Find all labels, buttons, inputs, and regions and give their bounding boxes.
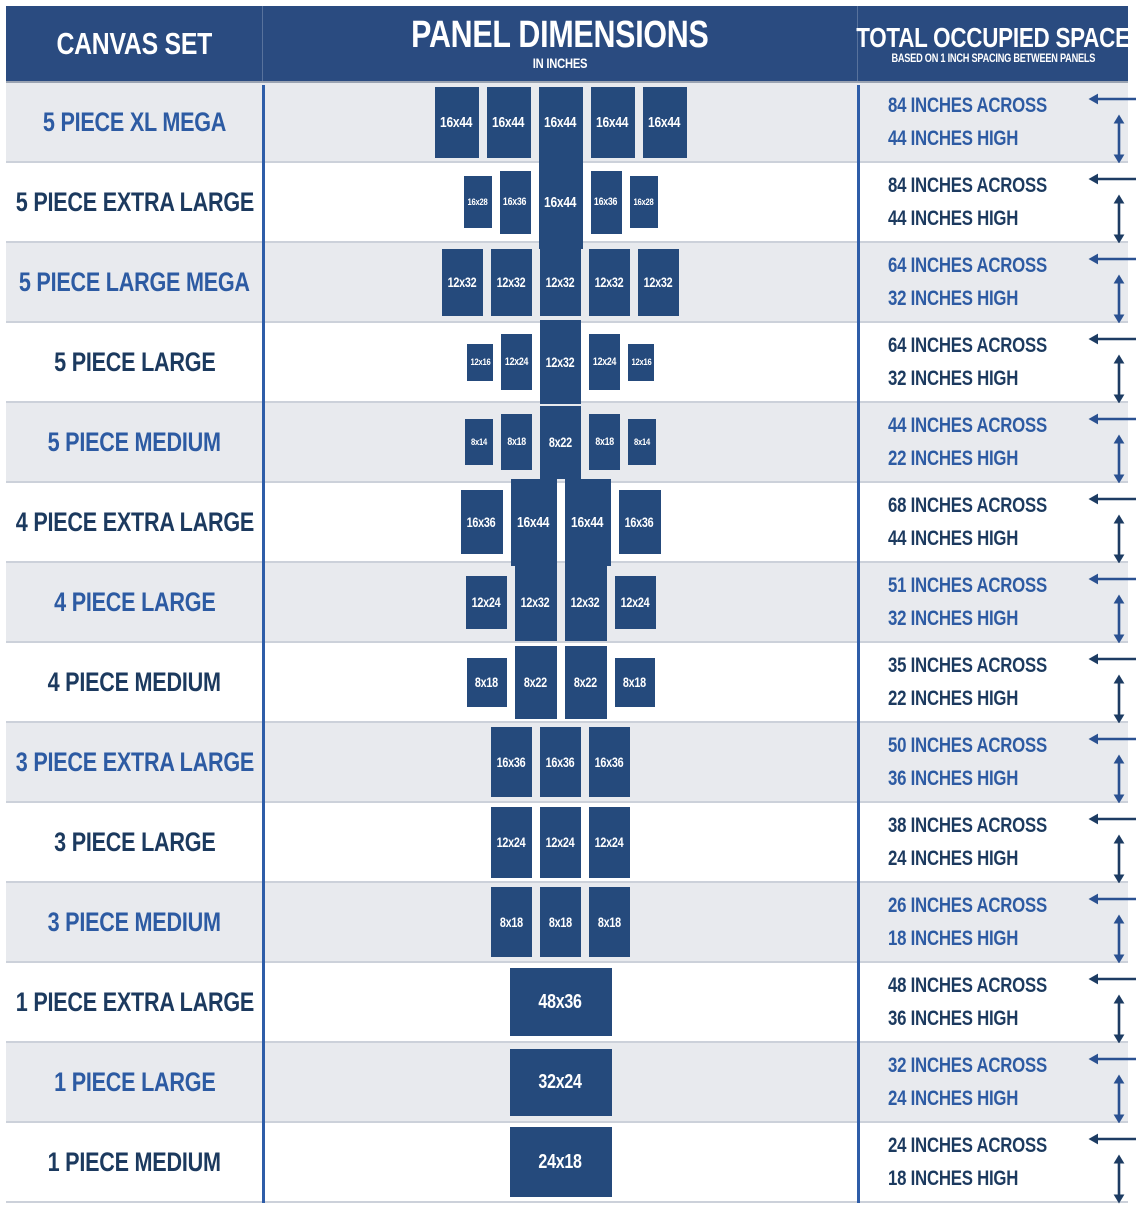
up-down-arrow-icon xyxy=(1112,513,1126,565)
table-row xyxy=(6,563,1128,643)
inches-across-label: 24 INCHES ACROSS xyxy=(888,1134,1047,1157)
panel-size-label: 16x36 xyxy=(503,196,527,208)
panel-visualization xyxy=(263,323,858,401)
occupied-space-cell xyxy=(858,1123,1128,1201)
occupied-space-text xyxy=(888,649,1087,715)
panel-visualization xyxy=(263,643,858,721)
canvas-panel xyxy=(510,1127,612,1197)
canvas-panel xyxy=(510,1049,612,1116)
panel-size-label: 16x44 xyxy=(517,513,550,531)
panel-visualization xyxy=(263,83,858,161)
canvas-panel xyxy=(540,406,581,479)
panel-size-label: 12x32 xyxy=(546,274,575,290)
canvas-panel xyxy=(589,807,630,878)
canvas-set-label: 5 PIECE LARGE xyxy=(53,346,216,377)
canvas-panel xyxy=(540,807,581,878)
canvas-set-label: 5 PIECE EXTRA LARGE xyxy=(15,186,254,217)
occupied-space-cell xyxy=(858,723,1128,801)
panel-visualization xyxy=(263,1123,858,1201)
up-down-arrow-icon xyxy=(1112,113,1126,165)
occupied-space-text xyxy=(888,1129,1087,1195)
canvas-set-label: 5 PIECE XL MEGA xyxy=(42,106,227,137)
panel-size-label: 12x24 xyxy=(471,594,501,610)
dimension-arrows xyxy=(1087,400,1136,485)
panel-size-label: 8x18 xyxy=(507,436,526,448)
inches-high-label: 32 INCHES HIGH xyxy=(888,367,1019,390)
panel-size-label: 12x32 xyxy=(644,274,673,290)
panel-size-label: 16x36 xyxy=(546,754,575,770)
header-occupied-space-subtitle: BASED ON 1 INCH SPACING BETWEEN PANELS xyxy=(891,52,1095,65)
occupied-space-cell xyxy=(858,83,1128,161)
canvas-set-label: 4 PIECE MEDIUM xyxy=(47,666,222,697)
panel-size-label: 8x18 xyxy=(499,914,524,930)
inches-across-label: 68 INCHES ACROSS xyxy=(888,494,1047,517)
occupied-space-text xyxy=(888,569,1087,635)
canvas-panel xyxy=(464,176,492,228)
header-canvas-set xyxy=(6,6,263,81)
canvas-panel xyxy=(589,334,620,390)
table-row xyxy=(6,1123,1128,1203)
canvas-set-cell xyxy=(6,483,263,561)
dimension-arrows xyxy=(1087,720,1136,805)
canvas-panel xyxy=(491,249,532,316)
panel-size-label: 12x32 xyxy=(448,274,477,290)
panel-size-label: 12x16 xyxy=(470,356,490,368)
canvas-panel xyxy=(615,576,656,629)
canvas-set-label: 5 PIECE LARGE MEGA xyxy=(19,266,250,297)
header-panel-dimensions-subtitle: IN INCHES xyxy=(532,55,588,71)
canvas-panel xyxy=(466,576,507,629)
inches-high-label: 44 INCHES HIGH xyxy=(888,127,1019,150)
canvas-panel xyxy=(491,807,532,878)
dimension-arrows xyxy=(1087,1120,1136,1205)
canvas-panel xyxy=(501,334,532,390)
canvas-set-cell xyxy=(6,643,263,721)
canvas-set-cell xyxy=(6,963,263,1041)
table-row xyxy=(6,323,1128,403)
canvas-panel xyxy=(565,563,607,641)
panel-visualization xyxy=(263,803,858,881)
up-down-arrow-icon xyxy=(1112,993,1126,1045)
panel-size-label: 12x24 xyxy=(504,356,529,368)
canvas-set-label: 1 PIECE LARGE xyxy=(53,1066,216,1097)
panel-size-label: 8x18 xyxy=(622,674,647,690)
inches-high-label: 18 INCHES HIGH xyxy=(888,927,1019,950)
header-canvas-set-label: CANVAS SET xyxy=(56,25,212,61)
table-row xyxy=(6,883,1128,963)
inches-high-label: 44 INCHES HIGH xyxy=(888,207,1019,230)
canvas-panel xyxy=(615,658,655,707)
panel-size-label: 16x36 xyxy=(497,754,526,770)
panel-size-label: 12x32 xyxy=(571,594,600,610)
canvas-set-label: 4 PIECE LARGE xyxy=(53,586,216,617)
canvas-set-cell xyxy=(6,563,263,641)
canvas-set-cell xyxy=(6,883,263,961)
inches-across-label: 84 INCHES ACROSS xyxy=(888,94,1047,117)
header-panel-dimensions-label: PANEL DIMENSIONS xyxy=(411,14,709,56)
canvas-panel xyxy=(487,87,531,158)
canvas-set-label: 5 PIECE MEDIUM xyxy=(47,426,222,457)
inches-across-label: 35 INCHES ACROSS xyxy=(888,654,1047,677)
dimension-arrows xyxy=(1087,320,1136,405)
left-right-arrow-icon xyxy=(1087,172,1136,186)
canvas-set-cell xyxy=(6,803,263,881)
canvas-panel xyxy=(539,155,583,249)
inches-across-label: 32 INCHES ACROSS xyxy=(888,1054,1047,1077)
panel-size-label: 8x22 xyxy=(523,674,548,690)
left-right-arrow-icon xyxy=(1087,92,1136,106)
panel-size-label: 16x44 xyxy=(596,113,629,131)
canvas-panel xyxy=(510,968,612,1036)
canvas-size-chart xyxy=(6,6,1128,1203)
occupied-space-text xyxy=(888,249,1087,315)
panel-size-label: 8x18 xyxy=(548,914,573,930)
canvas-panel xyxy=(539,87,583,158)
occupied-space-cell xyxy=(858,403,1128,481)
canvas-set-cell xyxy=(6,1043,263,1121)
canvas-panel xyxy=(511,479,557,566)
dimension-arrows xyxy=(1087,480,1136,565)
inches-high-label: 44 INCHES HIGH xyxy=(888,527,1019,550)
occupied-space-cell xyxy=(858,803,1128,881)
inches-high-label: 24 INCHES HIGH xyxy=(888,847,1019,870)
up-down-arrow-icon xyxy=(1112,753,1126,805)
panel-size-label: 16x44 xyxy=(571,513,604,531)
up-down-arrow-icon xyxy=(1112,353,1126,405)
canvas-panel xyxy=(442,249,483,316)
table-body xyxy=(6,83,1128,1203)
panel-size-label: 12x32 xyxy=(546,354,575,370)
canvas-panel xyxy=(540,249,581,316)
occupied-space-text xyxy=(888,969,1087,1035)
panel-size-label: 16x44 xyxy=(544,113,577,131)
occupied-space-text xyxy=(888,169,1087,235)
canvas-set-cell xyxy=(6,1123,263,1201)
header-occupied-space xyxy=(858,6,1128,81)
inches-across-label: 44 INCHES ACROSS xyxy=(888,414,1047,437)
panel-size-label: 48x36 xyxy=(538,990,583,1013)
table-row xyxy=(6,803,1128,883)
panel-size-label: 12x24 xyxy=(620,594,650,610)
table-row xyxy=(6,723,1128,803)
panel-size-label: 16x28 xyxy=(467,196,488,208)
canvas-panel xyxy=(591,87,635,158)
up-down-arrow-icon xyxy=(1112,433,1126,485)
occupied-space-cell xyxy=(858,483,1128,561)
inches-high-label: 32 INCHES HIGH xyxy=(888,607,1019,630)
inches-high-label: 36 INCHES HIGH xyxy=(888,767,1019,790)
canvas-panel xyxy=(467,658,507,707)
inches-across-label: 50 INCHES ACROSS xyxy=(888,734,1047,757)
panel-visualization xyxy=(263,963,858,1041)
up-down-arrow-icon xyxy=(1112,1073,1126,1125)
dimension-arrows xyxy=(1087,80,1136,165)
panel-size-label: 8x18 xyxy=(597,914,622,930)
occupied-space-cell xyxy=(858,163,1128,241)
occupied-space-text xyxy=(888,89,1087,155)
panel-visualization xyxy=(263,483,858,561)
inches-across-label: 64 INCHES ACROSS xyxy=(888,254,1047,277)
panel-size-label: 32x24 xyxy=(538,1070,583,1093)
dimension-arrows xyxy=(1087,800,1136,885)
canvas-panel xyxy=(467,344,493,381)
table-row xyxy=(6,243,1128,323)
panel-size-label: 8x18 xyxy=(474,674,499,690)
canvas-panel xyxy=(540,887,581,957)
panel-size-label: 16x44 xyxy=(440,113,473,131)
canvas-panel xyxy=(589,727,630,797)
left-right-arrow-icon xyxy=(1087,892,1136,906)
inches-high-label: 18 INCHES HIGH xyxy=(888,1167,1019,1190)
panel-visualization xyxy=(263,243,858,321)
dimension-arrows xyxy=(1087,880,1136,965)
inches-across-label: 26 INCHES ACROSS xyxy=(888,894,1047,917)
left-right-arrow-icon xyxy=(1087,572,1136,586)
occupied-space-cell xyxy=(858,323,1128,401)
canvas-panel xyxy=(540,320,581,404)
dimension-arrows xyxy=(1087,240,1136,325)
up-down-arrow-icon xyxy=(1112,833,1126,885)
inches-across-label: 64 INCHES ACROSS xyxy=(888,334,1047,357)
header-panel-dimensions xyxy=(263,6,858,81)
panel-size-label: 16x28 xyxy=(633,196,654,208)
panel-size-label: 16x36 xyxy=(595,754,624,770)
panel-size-label: 16x44 xyxy=(648,113,681,131)
occupied-space-text xyxy=(888,1049,1087,1115)
canvas-panel xyxy=(589,887,630,957)
canvas-panel xyxy=(628,419,656,465)
table-header xyxy=(6,6,1128,83)
panel-size-label: 12x24 xyxy=(592,356,617,368)
panel-size-label: 8x14 xyxy=(634,436,650,448)
inches-high-label: 24 INCHES HIGH xyxy=(888,1087,1019,1110)
canvas-panel xyxy=(589,249,630,316)
occupied-space-text xyxy=(888,809,1087,875)
up-down-arrow-icon xyxy=(1112,193,1126,245)
canvas-panel xyxy=(491,887,532,957)
up-down-arrow-icon xyxy=(1112,1153,1126,1205)
occupied-space-text xyxy=(888,729,1087,795)
header-occupied-space-label: TOTAL OCCUPIED SPACE xyxy=(856,21,1130,53)
canvas-panel xyxy=(589,414,620,470)
canvas-set-cell xyxy=(6,83,263,161)
panel-size-label: 8x22 xyxy=(573,674,598,690)
left-right-arrow-icon xyxy=(1087,1132,1136,1146)
panel-size-label: 12x24 xyxy=(595,834,624,850)
occupied-space-text xyxy=(888,489,1087,555)
panel-visualization xyxy=(263,163,858,241)
dimension-arrows xyxy=(1087,640,1136,725)
table-row xyxy=(6,1043,1128,1123)
canvas-panel xyxy=(540,727,581,797)
canvas-panel xyxy=(491,727,532,797)
panel-size-label: 12x24 xyxy=(546,834,575,850)
canvas-set-cell xyxy=(6,403,263,481)
left-right-arrow-icon xyxy=(1087,812,1136,826)
up-down-arrow-icon xyxy=(1112,273,1126,325)
canvas-panel xyxy=(515,646,557,719)
canvas-panel xyxy=(500,171,531,234)
canvas-panel xyxy=(515,563,557,641)
canvas-set-cell xyxy=(6,243,263,321)
panel-visualization xyxy=(263,403,858,481)
panel-visualization xyxy=(263,723,858,801)
inches-across-label: 48 INCHES ACROSS xyxy=(888,974,1047,997)
dimension-arrows xyxy=(1087,560,1136,645)
canvas-panel xyxy=(565,479,611,566)
panel-size-label: 8x14 xyxy=(471,436,487,448)
panel-size-label: 12x16 xyxy=(631,356,651,368)
left-right-arrow-icon xyxy=(1087,492,1136,506)
canvas-panel xyxy=(630,176,658,228)
canvas-panel xyxy=(638,249,679,316)
panel-size-label: 16x44 xyxy=(492,113,525,131)
left-right-arrow-icon xyxy=(1087,252,1136,266)
canvas-set-label: 1 PIECE EXTRA LARGE xyxy=(15,986,254,1017)
canvas-set-label: 4 PIECE EXTRA LARGE xyxy=(15,506,254,537)
canvas-panel xyxy=(565,646,607,719)
table-row xyxy=(6,963,1128,1043)
inches-high-label: 36 INCHES HIGH xyxy=(888,1007,1019,1030)
canvas-set-cell xyxy=(6,723,263,801)
occupied-space-text xyxy=(888,329,1087,395)
canvas-panel xyxy=(619,490,661,554)
column-divider-left xyxy=(262,85,265,1203)
occupied-space-text xyxy=(888,889,1087,955)
table-row xyxy=(6,163,1128,243)
inches-high-label: 32 INCHES HIGH xyxy=(888,287,1019,310)
canvas-set-label: 3 PIECE MEDIUM xyxy=(47,906,222,937)
panel-size-label: 16x36 xyxy=(625,514,654,530)
panel-size-label: 12x32 xyxy=(595,274,624,290)
left-right-arrow-icon xyxy=(1087,1052,1136,1066)
canvas-panel xyxy=(501,414,532,470)
occupied-space-cell xyxy=(858,563,1128,641)
canvas-set-label: 1 PIECE MEDIUM xyxy=(47,1146,222,1177)
canvas-panel xyxy=(461,490,503,554)
dimension-arrows xyxy=(1087,1040,1136,1125)
dimension-arrows xyxy=(1087,160,1136,245)
occupied-space-cell xyxy=(858,643,1128,721)
canvas-panel xyxy=(465,419,493,465)
panel-size-label: 12x32 xyxy=(521,594,550,610)
canvas-set-cell xyxy=(6,323,263,401)
left-right-arrow-icon xyxy=(1087,412,1136,426)
occupied-space-text xyxy=(888,409,1087,475)
left-right-arrow-icon xyxy=(1087,332,1136,346)
panel-size-label: 16x36 xyxy=(467,514,496,530)
panel-size-label: 16x36 xyxy=(594,196,618,208)
panel-size-label: 24x18 xyxy=(538,1150,583,1173)
canvas-panel xyxy=(591,171,622,234)
table-row xyxy=(6,83,1128,163)
panel-size-label: 12x32 xyxy=(497,274,526,290)
panel-size-label: 12x24 xyxy=(497,834,526,850)
panel-size-label: 16x44 xyxy=(544,193,577,211)
dimension-arrows xyxy=(1087,960,1136,1045)
left-right-arrow-icon xyxy=(1087,732,1136,746)
inches-high-label: 22 INCHES HIGH xyxy=(888,447,1019,470)
table-row xyxy=(6,403,1128,483)
left-right-arrow-icon xyxy=(1087,652,1136,666)
canvas-panel xyxy=(435,87,479,158)
left-right-arrow-icon xyxy=(1087,972,1136,986)
canvas-panel xyxy=(643,87,687,158)
inches-across-label: 51 INCHES ACROSS xyxy=(888,574,1047,597)
column-divider-right xyxy=(857,85,860,1203)
panel-visualization xyxy=(263,1043,858,1121)
inches-across-label: 84 INCHES ACROSS xyxy=(888,174,1047,197)
canvas-set-label: 3 PIECE EXTRA LARGE xyxy=(15,746,254,777)
inches-across-label: 38 INCHES ACROSS xyxy=(888,814,1047,837)
panel-visualization xyxy=(263,883,858,961)
panel-visualization xyxy=(263,563,858,641)
table-row xyxy=(6,483,1128,563)
up-down-arrow-icon xyxy=(1112,593,1126,645)
canvas-set-label: 3 PIECE LARGE xyxy=(53,826,216,857)
table-row xyxy=(6,643,1128,723)
panel-size-label: 8x22 xyxy=(548,434,573,450)
occupied-space-cell xyxy=(858,243,1128,321)
canvas-set-cell xyxy=(6,163,263,241)
canvas-panel xyxy=(628,344,654,381)
occupied-space-cell xyxy=(858,1043,1128,1121)
occupied-space-cell xyxy=(858,883,1128,961)
up-down-arrow-icon xyxy=(1112,673,1126,725)
up-down-arrow-icon xyxy=(1112,913,1126,965)
occupied-space-cell xyxy=(858,963,1128,1041)
inches-high-label: 22 INCHES HIGH xyxy=(888,687,1019,710)
panel-size-label: 8x18 xyxy=(595,436,614,448)
